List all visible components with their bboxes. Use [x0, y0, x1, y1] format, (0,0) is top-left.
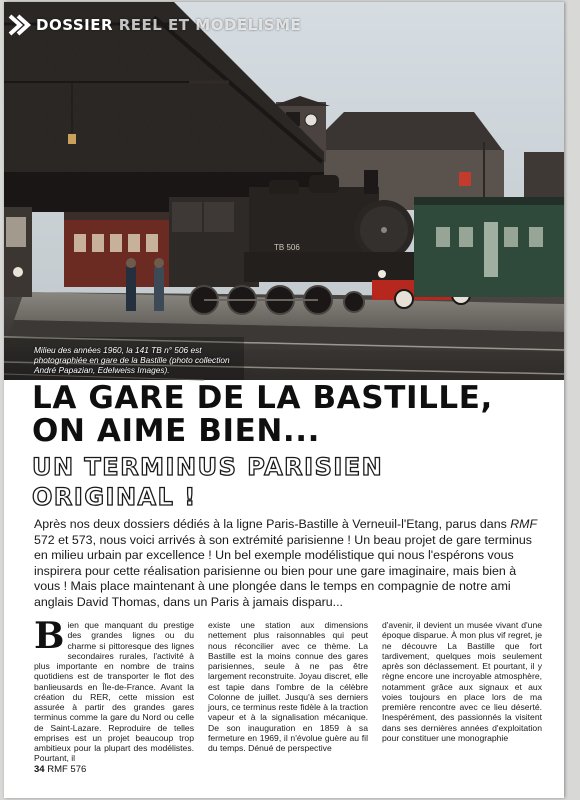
article-title	[32, 382, 562, 448]
station-photo	[4, 2, 564, 380]
column-3: d'avenir, il devient un musée vivant d'une époque disparue. À mon plus vif regret, je ne découvre La Bastille que fort tardivement, quelques mois seulement après son déclassement. Et pourtant, il y règne encore une incroyable atmosphère, notamment grâce aux signaux et aux voies toujours en place lors de ma première rencontre avec ce lieu déserté. Inespérément, des passionnés la visitent dans ses dernières années d'exploitation pour constituer une monographie	[382, 620, 542, 743]
page-folio	[34, 764, 86, 775]
arrow-right-icon	[6, 12, 32, 38]
subtitle-line-1: UN TERMINUS PARISIEN	[32, 453, 384, 481]
drop-cap: B	[34, 615, 65, 657]
column-2: existe une station aux dimensions nettement plus raisonnables qui peut nous réconcilier avec ce thème. La Bastille est la moins connue des gares parisiennes, seule à ne pas être largement reconstruite. Joyau discret, elle est tapie dans l'ombre de la célèbre Colonne de juillet. Jusqu'à ses derniers jours, ce terminus reste fidèle à la traction vapeur et à la signalisation mécanique. De son inauguration en 1859 à sa fermeture en 1969, il n'évolue guère au fil du temps. Dénué de perspective	[208, 620, 368, 753]
loco-number-plate: TB 506	[274, 243, 300, 252]
subtitle-line-2: ORIGINAL !	[32, 483, 197, 511]
title-line-2: ON AIME BIEN...	[32, 413, 321, 449]
section-label-part2: REEL ET MODELISME	[113, 16, 302, 34]
photo-caption: Milieu des années 1960, la 141 TB n° 506 est photographiée en gare de la Bastille (photo collection André Papazian, Edelweiss Images).	[34, 345, 230, 375]
body-columns	[34, 615, 542, 764]
section-label-part1: DOSSIER	[36, 16, 114, 34]
title-line-1: LA GARE DE LA BASTILLE,	[32, 380, 493, 416]
article-subtitle	[32, 452, 562, 512]
intro-magazine-name: RMF	[510, 517, 538, 531]
intro-part2: 572 et 573, nous voici arrivés à son extrémité parisienne ! Un beau projet de gare terminus en milieu urbain par excellence ! Un bel exemple modélistique qui nous l'espérons vous inspirera pour cette réalisation parisienne ou bien pour une gare imaginaire, mais bien à vous ! Mais place maintenant à une plongée dans le temps en compagnie de notre ami anglais David Thomas, dans un Paris à jamais disparu...	[34, 532, 532, 609]
intro-part1: Après nos deux dossiers dédiés à la ligne Paris-Bastille à Verneuil-l'Etang, parus dans	[34, 517, 511, 531]
magazine-page	[4, 2, 564, 798]
column-1	[34, 615, 194, 764]
section-label	[36, 16, 301, 34]
page-number: 34	[34, 764, 45, 775]
column-1-text: ien que manquant du prestige des grandes lignes ou du charme si pittoresque des lignes secondaires rurales, l'activité à plus importante en nombre de trains quotidiens est de transporter le flot des banlieusards en Île-de-France. Avant la création du RER, cette mission est assurée à partir des grandes gares terminus comme la gare du Nord ou celle de Saint-Lazare. Reproduire de telles emprises est un projet beaucoup trop ambitieux pour la plupart des modélistes. Pourtant, il	[34, 620, 194, 764]
section-banner	[4, 10, 301, 40]
magazine-issue: RMF 576	[47, 764, 87, 775]
intro-paragraph	[34, 517, 542, 611]
